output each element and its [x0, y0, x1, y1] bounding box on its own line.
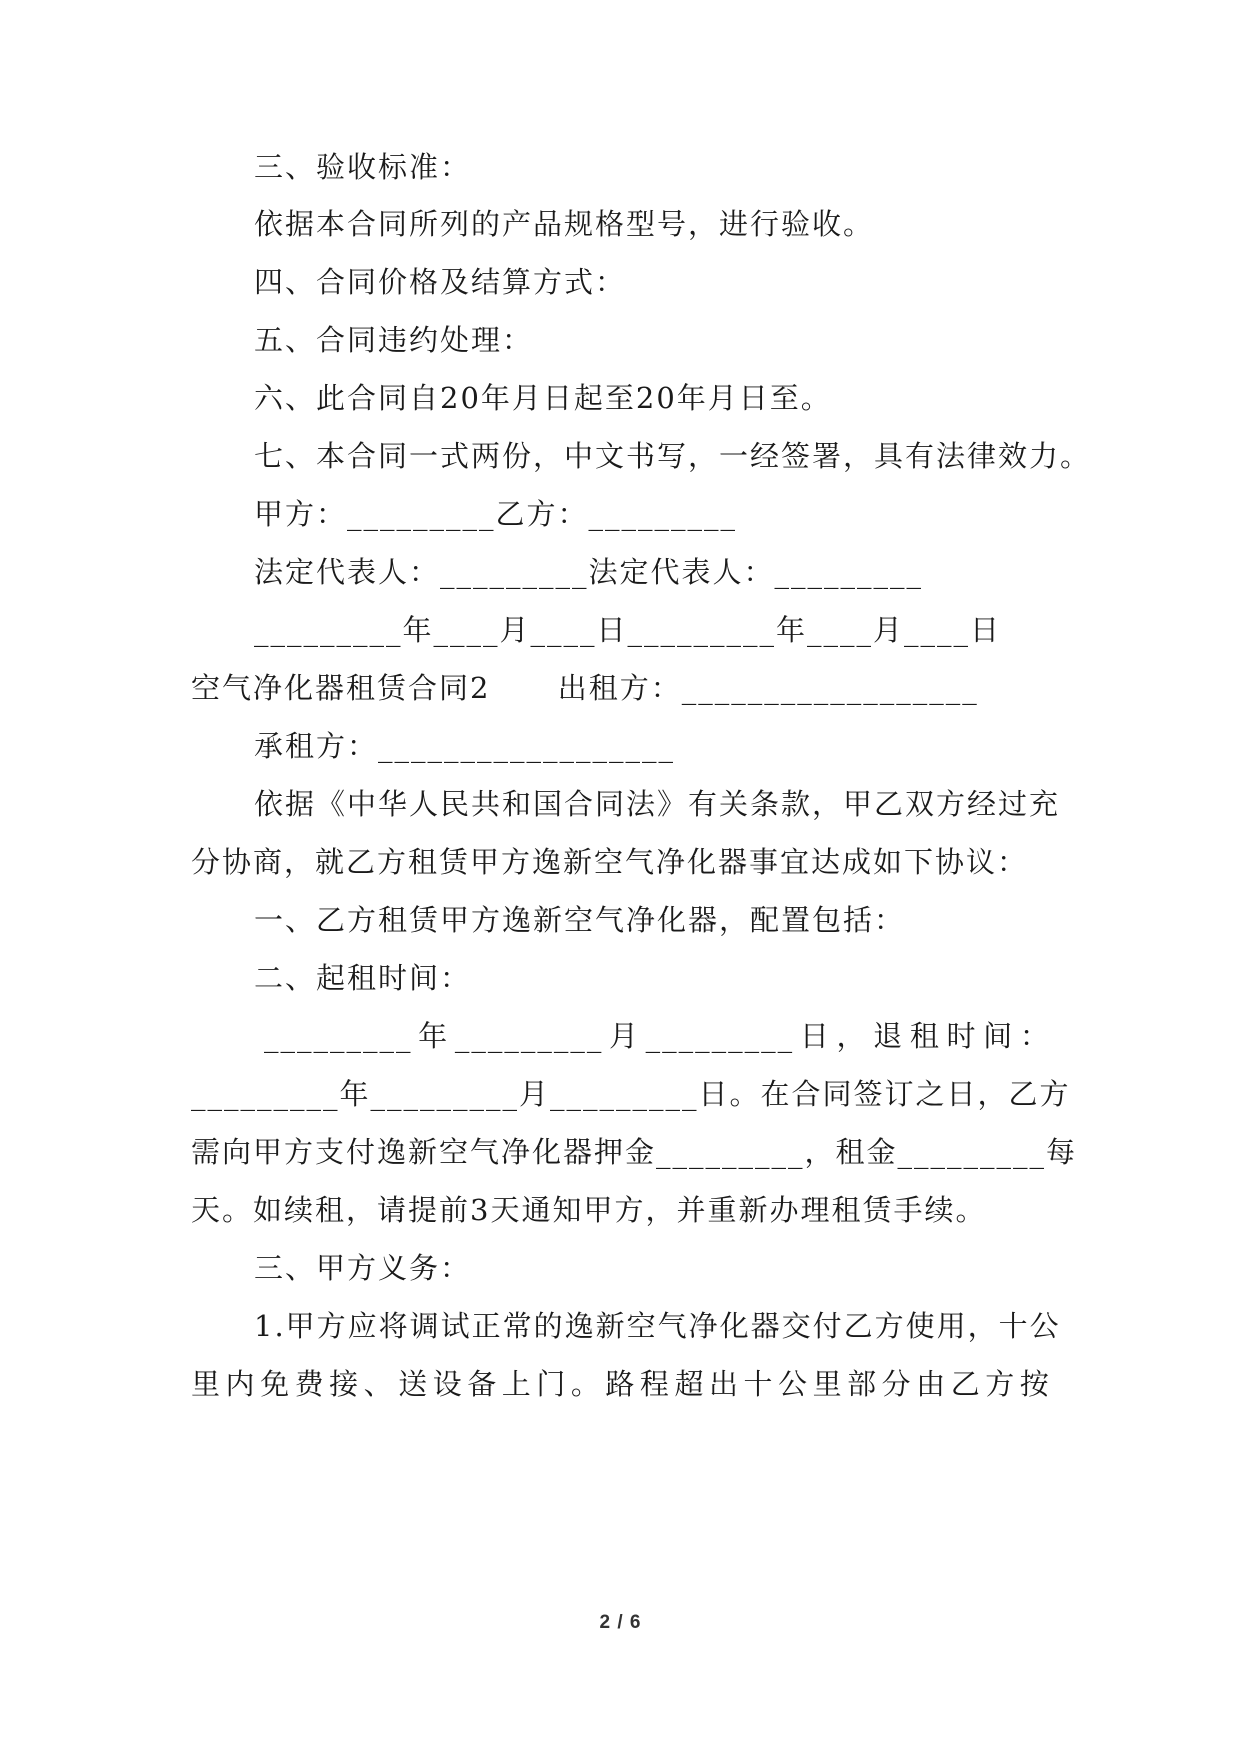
text-segment: 内: [225, 1367, 257, 1401]
text-segment: 日: [799, 1019, 831, 1053]
paragraph-line: 依据《中华人民共和国合同法》有关条款，甲乙双方经过充: [254, 787, 1061, 821]
contract-title-lessor-line: 空气净化器租赁合同2 出租方：__________________: [191, 671, 979, 705]
text-segment: 按: [1019, 1367, 1051, 1401]
text-segment: 。: [570, 1367, 602, 1401]
paragraph-line: [191, 1367, 1051, 1401]
rental-period-line: [264, 1019, 1051, 1053]
text-segment: 、: [363, 1367, 395, 1401]
text-segment: 出: [708, 1367, 740, 1401]
text-segment: 月: [608, 1019, 640, 1053]
text-segment: 接: [329, 1367, 361, 1401]
section-heading-price: 四、合同价格及结算方式：: [254, 265, 627, 299]
text-segment: _________: [454, 1019, 604, 1053]
text-segment: ，: [836, 1019, 868, 1053]
text-segment: 设: [432, 1367, 464, 1401]
paragraph-line: 六、此合同自20年月日起至20年月日至。: [254, 381, 832, 415]
text-segment: 方: [985, 1367, 1017, 1401]
text-segment: 间: [983, 1019, 1015, 1053]
section-heading-lessor-obligations: 三、甲方义务：: [254, 1251, 472, 1285]
text-segment: 乙: [950, 1367, 982, 1401]
paragraph-line: 需向甲方支付逸新空气净化器押金_________，租金_________每: [191, 1135, 1078, 1169]
paragraph-line: 天。如续租，请提前3天通知甲方，并重新办理租赁手续。: [191, 1193, 987, 1227]
section-heading-start-time: 二、起租时间：: [254, 961, 472, 995]
section-heading-acceptance: 三、验收标准：: [254, 150, 472, 184]
text-segment: 退: [873, 1019, 905, 1053]
text-segment: 公: [778, 1367, 810, 1401]
section-heading-breach: 五、合同违约处理：: [254, 323, 534, 357]
text-segment: 路: [605, 1367, 637, 1401]
text-segment: 部: [847, 1367, 879, 1401]
paragraph-line: 依据本合同所列的产品规格型号，进行验收。: [254, 207, 875, 241]
text-segment: 费: [294, 1367, 326, 1401]
text-segment: 里: [812, 1367, 844, 1401]
text-segment: 由: [916, 1367, 948, 1401]
text-segment: ：: [1019, 1019, 1051, 1053]
lessee-line: 承租方：__________________: [254, 729, 676, 763]
page-number: 2 / 6: [599, 1612, 642, 1633]
text-segment: 分: [881, 1367, 913, 1401]
text-segment: _________: [645, 1019, 795, 1053]
text-segment: 备: [467, 1367, 499, 1401]
signature-representative-line: 法定代表人：_________法定代表人：_________: [254, 555, 924, 589]
text-segment: 年: [418, 1019, 450, 1053]
text-segment: _________: [264, 1019, 413, 1053]
text-segment: 里: [191, 1367, 223, 1401]
text-segment: 送: [398, 1367, 430, 1401]
text-segment: 十: [743, 1367, 775, 1401]
paragraph-line: 七、本合同一式两份，中文书写，一经签署，具有法律效力。: [254, 439, 1092, 473]
paragraph-line: 1.甲方应将调试正常的逸新空气净化器交付乙方使用，十公: [254, 1309, 1061, 1343]
signature-party-line: 甲方：_________乙方：_________: [254, 497, 738, 531]
paragraph-line: _________年_________月_________日。在合同签订之日，乙方: [191, 1077, 1071, 1111]
text-segment: 上: [501, 1367, 533, 1401]
text-segment: 时: [946, 1019, 978, 1053]
signature-date-line: _________年____月____日_________年____月____日: [254, 613, 1002, 647]
text-segment: 程: [639, 1367, 671, 1401]
text-segment: 超: [674, 1367, 706, 1401]
text-segment: 门: [536, 1367, 568, 1401]
clause-line: 一、乙方租赁甲方逸新空气净化器，配置包括：: [254, 903, 906, 937]
text-segment: 免: [260, 1367, 292, 1401]
text-segment: 租: [909, 1019, 941, 1053]
paragraph-line: 分协商，就乙方租赁甲方逸新空气净化器事宜达成如下协议：: [191, 845, 1029, 879]
